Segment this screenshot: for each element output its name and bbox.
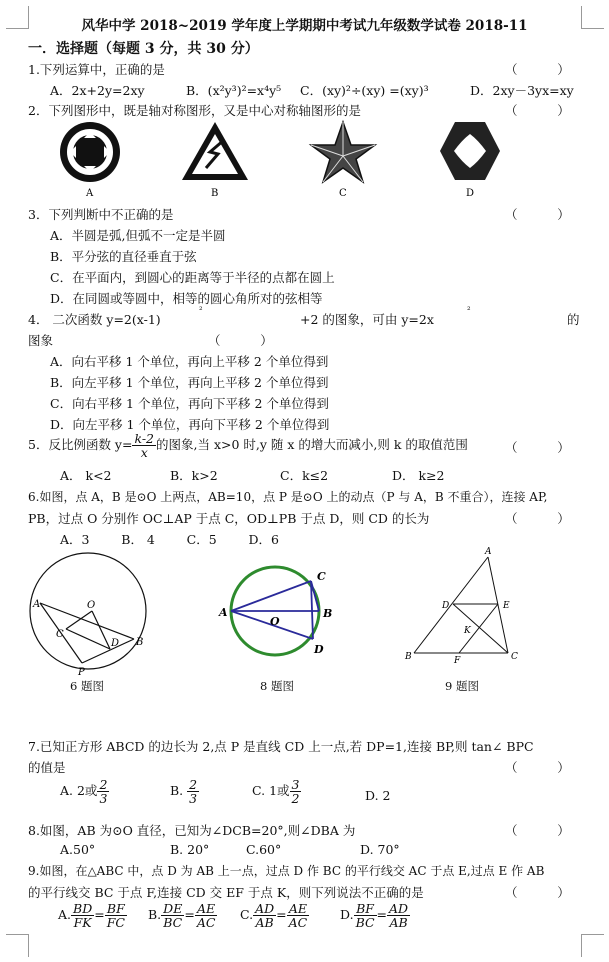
q8-option-c: C.60°: [246, 842, 282, 857]
q2-figure-a-roundabout-sign: [60, 122, 120, 182]
q1-stem: 1.下列运算中，正确的是: [28, 62, 165, 77]
fig6-label-b: B: [136, 637, 144, 648]
page-title: 风华中学 2018~2019 学年度上学期期中考试九年级数学试卷 2018-11: [81, 18, 528, 34]
q9-option-b-num-left: DE: [163, 901, 183, 916]
q7-option-a-fraction: [97, 778, 109, 805]
q3-option-b: B．平分弦的直径垂直于弦: [50, 249, 197, 264]
q9-option-a-num-right: BF: [105, 902, 127, 916]
q2-answer-paren: （ ）: [505, 103, 570, 118]
q9-option-d-equals: =: [376, 907, 388, 923]
q7-option-b-denominator: 3: [189, 791, 198, 807]
q7-option-b-fraction: [187, 778, 199, 805]
q5-option-b: B．k>2: [170, 468, 218, 483]
q6-stem-line1: 6.如图，点 A，B 是⊙O 上两点，AB=10，点 P 是⊙O 上的动点（P 与 A，B 不重合），连接 AP,: [28, 490, 548, 504]
q5-answer-paren: （ ）: [505, 440, 570, 455]
q4-stem-part-b: +2 的图象，可由 y=2x: [300, 312, 434, 327]
q1-option-c: C．(xy)²÷(xy) =(xy)³: [300, 83, 429, 98]
figure-8-caption: 8 题图: [260, 679, 294, 693]
fig8-label-o: O: [270, 615, 280, 628]
q9-option-d-prefix: D.: [340, 907, 354, 923]
q9-option-a: [58, 902, 127, 929]
q7-stem-line1: 7.已知正方形 ABCD 的边长为 2,点 P 是直线 CD 上一点,若 DP=1,连接 BP,则 tan∠ BPC: [28, 739, 534, 754]
q3-stem: 3．下列判断中不正确的是: [28, 207, 174, 222]
q9-option-a-num-left: BD: [73, 901, 93, 916]
q9-option-a-den-left: FK: [73, 915, 92, 931]
q8-answer-paren: （ ）: [505, 823, 570, 838]
q3-answer-paren: （ ）: [505, 207, 570, 222]
q9-option-c-prefix: C.: [240, 907, 254, 923]
figure-6-caption: 6 题图: [70, 679, 104, 693]
fig9-label-a: A: [485, 547, 492, 557]
q2-label-a: A: [86, 188, 94, 199]
q8-option-d: D. 70°: [360, 842, 400, 857]
q9-option-a-fraction-left: [71, 902, 94, 929]
fig9-label-k: K: [464, 626, 471, 636]
q9-option-c-den-left: AB: [255, 915, 274, 931]
fig9-label-d: D: [442, 601, 450, 611]
q9-option-a-prefix: A.: [58, 907, 72, 923]
q7-answer-paren: （ ）: [505, 760, 570, 775]
fig9-label-e: E: [503, 601, 510, 611]
q2-label-b: B: [211, 188, 219, 199]
q9-option-d-den-left: BC: [355, 915, 375, 931]
q9-option-b-num-right: AE: [195, 902, 218, 916]
q4-option-d: D．向左平移 1 个单位，再向下平移 2 个单位得到: [50, 417, 330, 432]
q4-superscript-2: ²: [467, 306, 471, 316]
q4-option-b: B．向左平移 1 个单位，再向上平移 2 个单位得到: [50, 375, 329, 390]
q9-answer-paren: （ ）: [505, 885, 570, 900]
q9-option-c-num-left: AD: [255, 901, 275, 916]
fig6-label-c: C: [56, 629, 64, 640]
q9-option-b-fraction-right: [195, 902, 218, 929]
q7-option-b-numerator: 2: [189, 777, 198, 792]
q4-stem-line2: 图象: [28, 333, 54, 348]
q5-option-d: D． k≥2: [392, 468, 445, 483]
section-heading: 一．选择题（每题 3 分，共 30 分）: [28, 41, 259, 57]
fig6-label-o: O: [87, 600, 96, 611]
q9-option-c-fraction-right: [287, 902, 310, 929]
figure-9-caption: 9 题图: [445, 679, 479, 693]
q9-option-d: [340, 902, 410, 929]
q1-option-b: B．(x²y³)²=x⁴y⁵: [186, 83, 282, 98]
figure-6: [30, 553, 146, 669]
q9-option-a-fraction-right: [105, 902, 127, 929]
q8-option-b: B. 20°: [170, 842, 210, 857]
q7-option-c: [252, 778, 301, 805]
q9-option-c: [240, 902, 309, 929]
q2-label-c: C: [339, 188, 347, 199]
q5-fraction-numerator: k-2: [134, 431, 154, 446]
fig9-label-c: C: [511, 652, 518, 662]
q7-option-c-fraction: [290, 778, 302, 805]
q7-option-a-denominator: 3: [99, 791, 108, 807]
q9-option-d-fraction-left: [354, 902, 377, 929]
q7-option-c-prefix: C. 1或: [252, 783, 290, 799]
fig6-label-d: D: [111, 638, 120, 649]
fig8-label-a: A: [219, 606, 228, 619]
q4-answer-paren: （ ）: [208, 333, 273, 348]
q9-option-d-num-right: AD: [389, 901, 409, 916]
q9-stem-line2: 的平行线交 BC 于点 F,连接 CD 交 EF 于点 K，则下列说法不正确的是: [28, 885, 424, 900]
fig8-label-d: D: [314, 643, 324, 656]
fig9-label-f: F: [454, 656, 461, 666]
q2-stem: 2．下列图形中，既是轴对称图形，又是中心对称轴图形的是: [28, 103, 361, 118]
q9-option-c-den-right: AC: [288, 915, 308, 931]
q8-option-a: A.50°: [60, 842, 96, 857]
q9-option-d-den-right: AB: [389, 915, 408, 931]
q9-option-b-prefix: B.: [148, 907, 162, 923]
figure-8: [231, 567, 319, 655]
q7-option-a: [60, 778, 109, 805]
q9-option-d-fraction-right: [387, 902, 410, 929]
q3-option-d: D．在同圆或等圆中，相等的圆心角所对的弦相等: [50, 291, 323, 306]
q5-option-a: A． k<2: [60, 468, 112, 483]
q9-option-a-den-right: FC: [106, 915, 125, 931]
q5-fraction-denominator: x: [140, 445, 148, 461]
q2-figure-d-hexagon: [440, 122, 500, 180]
q4-superscript-1: ²: [199, 306, 203, 316]
q9-option-b-den-right: AC: [196, 915, 216, 931]
q5-fraction: [132, 432, 156, 459]
q1-answer-paren: （ ）: [505, 62, 570, 77]
q3-option-c: C．在平面内，到圆心的距离等于半径的点都在圆上: [50, 270, 335, 285]
q4-stem-part-c: 的: [567, 312, 580, 327]
q9-option-c-num-right: AE: [287, 902, 310, 916]
q9-option-b-equals: =: [184, 907, 195, 923]
q9-option-d-num-left: BF: [354, 902, 377, 916]
q4-stem-part-a: 4． 二次函数 y=2(x-1): [28, 312, 161, 327]
q6-options: A．3 B． 4 C．5 D．6: [60, 532, 279, 547]
q7-option-b: [170, 778, 199, 805]
crop-mark-bottom-left: [6, 934, 29, 957]
fig9-label-b: B: [405, 652, 412, 662]
q7-stem-line2: 的值是: [28, 760, 66, 775]
q1-option-d: D．2xy－3yx=xy: [470, 83, 574, 98]
crop-mark-bottom-right: [581, 934, 604, 957]
q4-option-c: C．向右平移 1 个单位，再向下平移 2 个单位得到: [50, 396, 329, 411]
q7-option-c-denominator: 2: [291, 791, 300, 807]
q5-option-c: C．k≤2: [280, 468, 329, 483]
q9-stem-line1: 9.如图，在△ABC 中，点 D 为 AB 上一点，过点 D 作 BC 的平行线交 AC 于点 E,过点 E 作 AB: [28, 864, 545, 878]
q2-label-d: D: [466, 188, 475, 199]
q3-option-a: A．半圆是弧,但弧不一定是半圆: [50, 228, 226, 243]
q5-stem-part-b: 的图象,当 x>0 时,y 随 x 的增大而减小,则 k 的取值范围: [156, 437, 468, 453]
q9-option-b: [148, 902, 217, 929]
q6-answer-paren: （ ）: [505, 511, 570, 526]
fig8-label-b: B: [323, 607, 333, 620]
q7-option-b-prefix: B.: [170, 783, 184, 799]
q7-option-d: D. 2: [365, 788, 391, 803]
q2-figure-c-star: [311, 122, 375, 182]
q7-option-c-numerator: 3: [291, 777, 300, 792]
fig8-label-c: C: [317, 570, 326, 583]
q9-option-c-equals: =: [276, 907, 287, 923]
q5-stem: [28, 432, 468, 459]
q7-option-a-numerator: 2: [99, 777, 108, 792]
q6-stem-line2: PB，过点 O 分别作 OC⊥AP 于点 C，OD⊥PB 于点 D，则 CD 的长为: [28, 511, 430, 526]
q9-option-b-den-left: BC: [163, 915, 183, 931]
q8-stem: 8.如图，AB 为⊙O 直径，已知为∠DCB=20°,则∠DBA 为: [28, 823, 356, 838]
q9-option-b-fraction-left: [161, 902, 184, 929]
fig6-label-a: A: [33, 599, 41, 610]
fig6-label-p: P: [78, 667, 85, 678]
q9-option-a-equals: =: [94, 907, 105, 923]
q2-figures: [0, 118, 609, 200]
q5-stem-part-a: 5．反比例函数 y=: [28, 437, 133, 453]
q1-option-a: A．2x+2y=2xy: [50, 83, 145, 98]
q2-figure-b-triangle-sign: [182, 122, 248, 180]
q7-option-a-prefix: A. 2或: [60, 783, 98, 799]
q4-option-a: A．向右平移 1 个单位，再向上平移 2 个单位得到: [50, 354, 329, 369]
q9-option-c-fraction-left: [253, 902, 276, 929]
figure-9: [414, 557, 508, 653]
